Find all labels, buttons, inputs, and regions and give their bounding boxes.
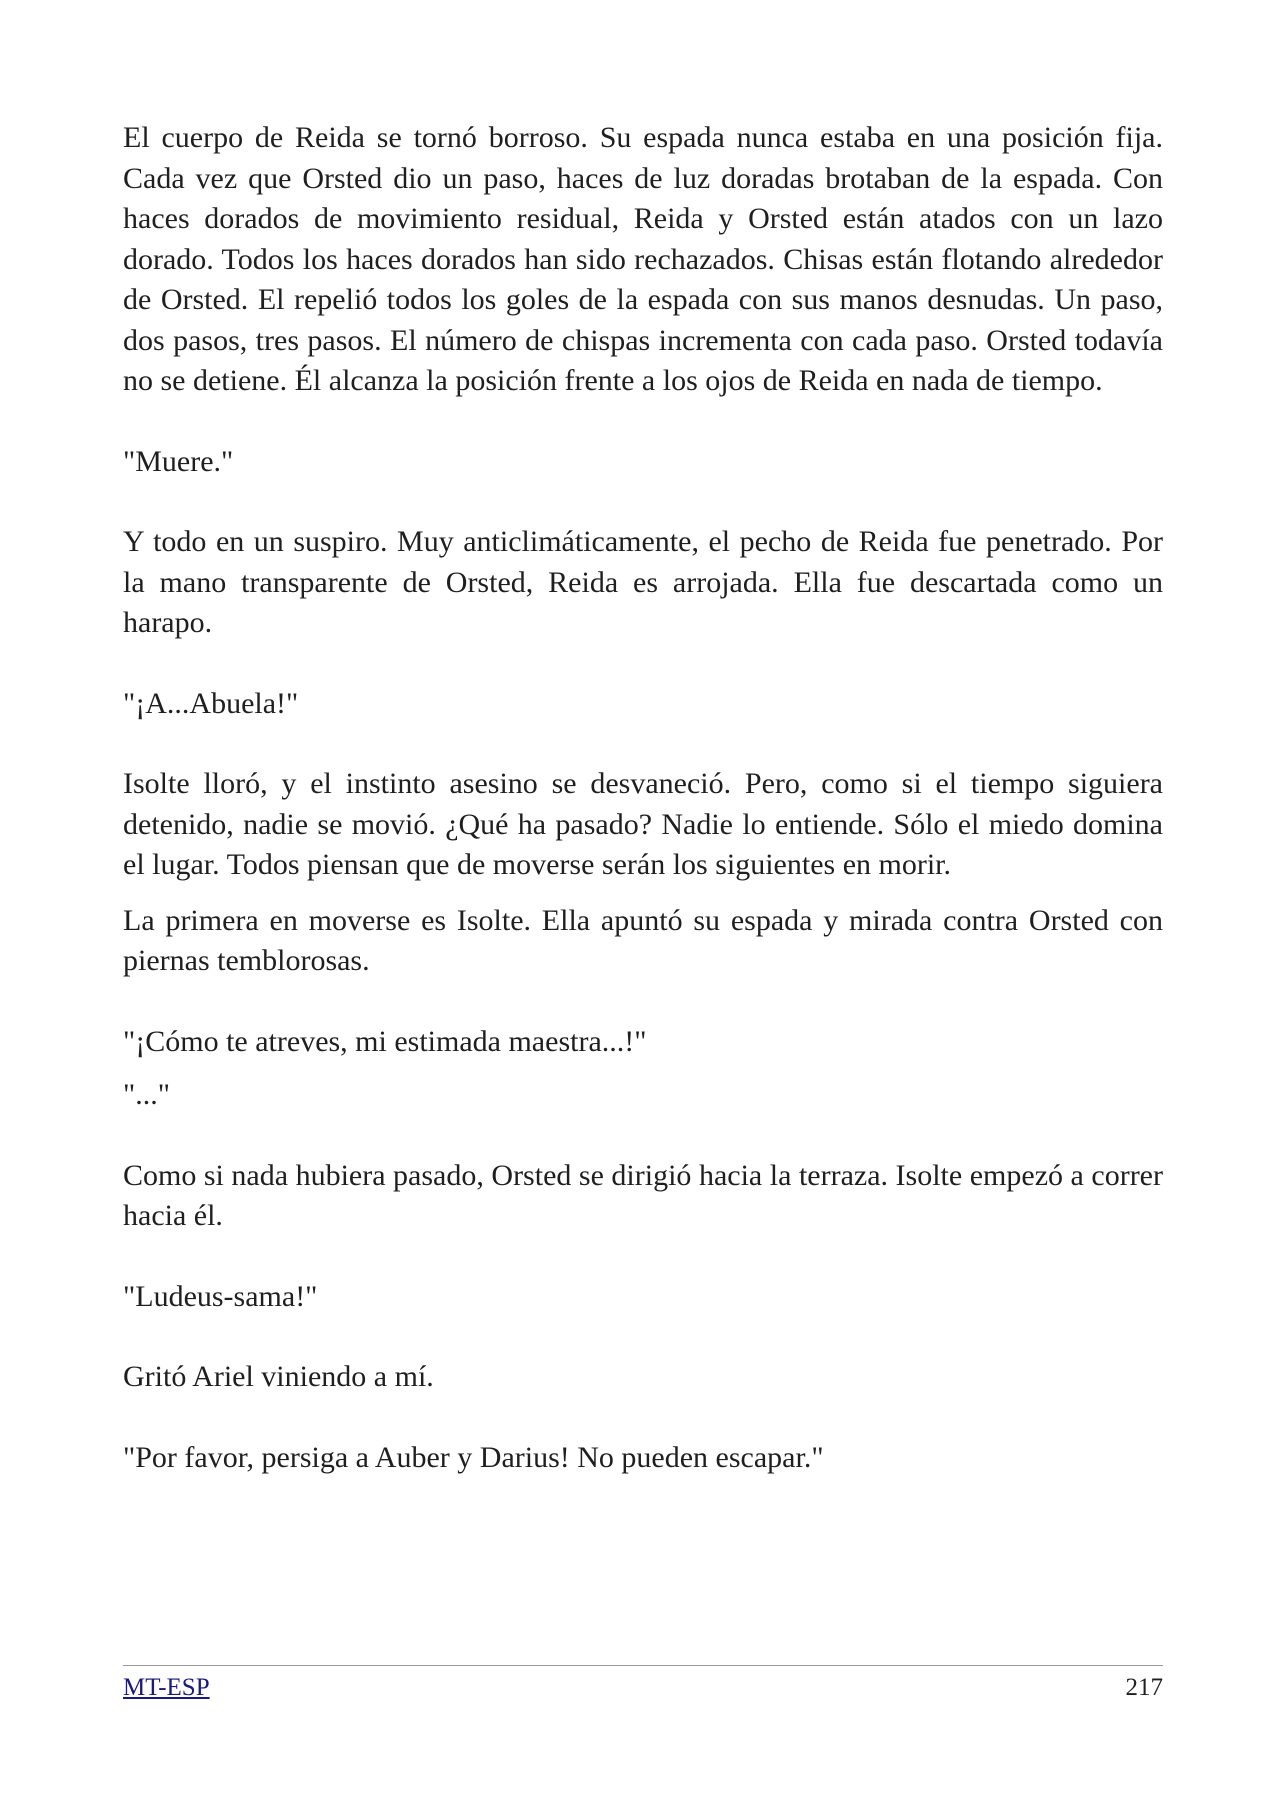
paragraph-1: El cuerpo de Reida se tornó borroso. Su espada nunca estaba en una posición fija. Cada vez que Orsted dio un paso, haces de luz doradas brotaban de la espada. Con haces dorados de movimiento residual, Reida y Orsted están atados con un lazo dorado. Todos los haces dorados han sido rechazados. Chisas están flotando alrededor de Orsted. El repelió todos los goles de la espada con sus manos desnudas. Un paso, dos pasos, tres pasos. El número de chispas incrementa con cada paso. Orsted todavía no se detiene. Él alcanza la posición frente a los ojos de Reida en nada de tiempo. (123, 121, 1163, 397)
paragraph-2: Y todo en un suspiro. Muy anticlimáticamente, el pecho de Reida fue penetrado. Por la mano transparente de Orsted, Reida es arrojada. Ella fue descartada como un harapo. (123, 525, 1163, 639)
dialogue-ellipsis: "..." (123, 1078, 170, 1111)
paragraph-6: Gritó Ariel viniendo a mí. (123, 1360, 434, 1393)
page-footer (123, 1665, 1163, 1702)
page-number: 217 (1125, 1674, 1163, 1701)
dialogue-muere: "Muere." (123, 444, 234, 478)
paragraph-3: Isolte lloró, y el instinto asesino se desvaneció. Pero, como si el tiempo siguiera detenido, nadie se movió. ¿Qué ha pasado? Nadie lo entiende. Sólo el miedo domina el lugar. Todos piensan que de moverse serán los siguientes en morir. (123, 767, 1163, 881)
footer-link[interactable]: MT-ESP (123, 1674, 210, 1701)
dialogue-ludeus-sama: "Ludeus-sama!" (123, 1279, 318, 1313)
paragraph-4: La primera en moverse es Isolte. Ella apuntó su espada y mirada contra Orsted con piernas temblorosas. (123, 903, 1163, 977)
dialogue-como-te-atreves: "¡Cómo te atreves, mi estimada maestra...!" (123, 1024, 647, 1058)
page-body (123, 118, 1163, 1478)
paragraph-5: Como si nada hubiera pasado, Orsted se dirigió hacia la terraza. Isolte empezó a correr hacia él. (123, 1158, 1163, 1232)
dialogue-por-favor: "Por favor, persiga a Auber y Darius! No pueden escapar." (123, 1440, 824, 1474)
dialogue-abuela: "¡A...Abuela!" (123, 686, 299, 720)
